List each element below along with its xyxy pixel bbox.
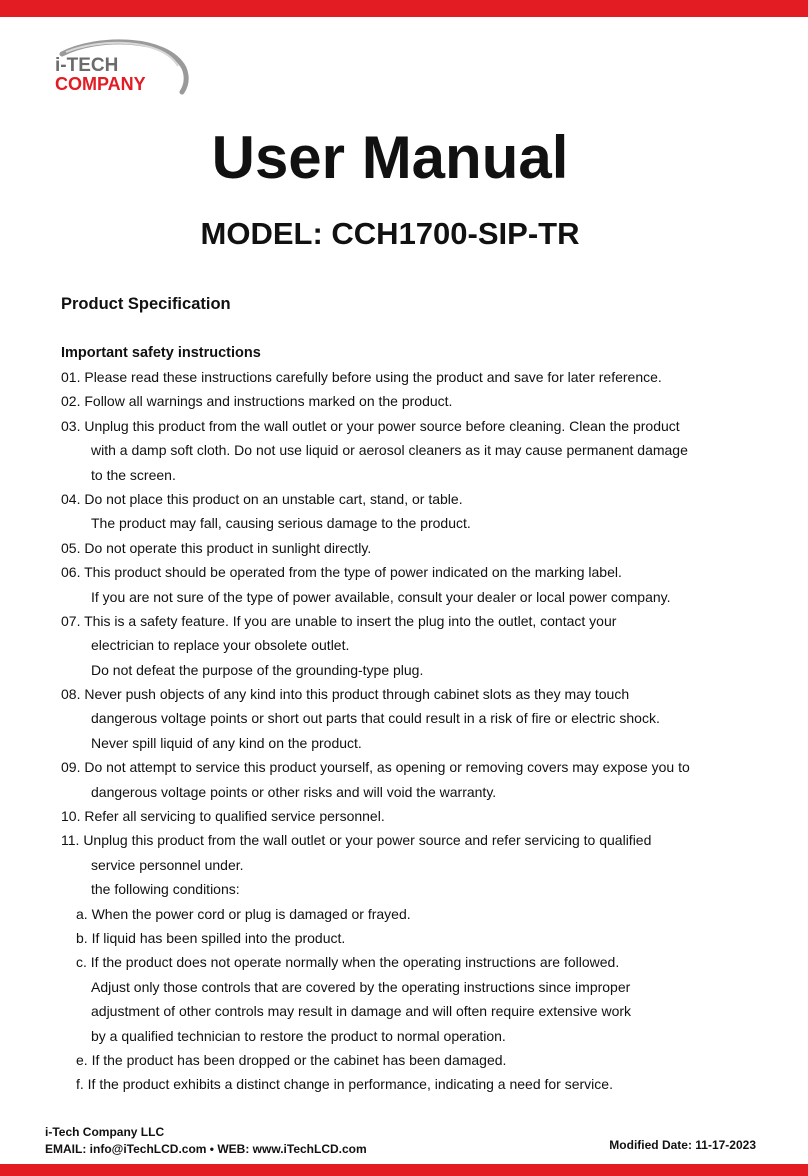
footer-company-info — [45, 1124, 367, 1158]
instruction-continuation: dangerous voltage points or other risks and will void the warranty. — [91, 783, 497, 800]
instruction-item: 07. This is a safety feature. If you are unable to insert the plug into the outlet, contact your — [61, 612, 617, 629]
instruction-continuation: by a qualified technician to restore the product to normal operation. — [91, 1027, 506, 1044]
instruction-item: 03. Unplug this product from the wall outlet or your power source before cleaning. Clean the product — [61, 417, 680, 434]
instruction-subitem: a. When the power cord or plug is damaged or frayed. — [76, 905, 411, 922]
instruction-item: 05. Do not operate this product in sunlight directly. — [61, 539, 372, 556]
instruction-continuation: Do not defeat the purpose of the grounding-type plug. — [91, 661, 424, 678]
instruction-continuation: The product may fall, causing serious damage to the product. — [91, 515, 471, 532]
instruction-item: 11. Unplug this product from the wall outlet or your power source and refer servicing to qualified — [61, 832, 652, 849]
company-logo — [52, 38, 192, 96]
instruction-continuation: with a damp soft cloth. Do not use liquid or aerosol cleaners as it may cause permanent damage — [91, 442, 688, 459]
instruction-continuation: to the screen. — [91, 466, 176, 483]
logo-text-itech: i-TECH — [55, 55, 119, 76]
instruction-continuation: If you are not sure of the type of power available, consult your dealer or local power company. — [91, 588, 671, 605]
instruction-continuation: Never spill liquid of any kind on the product. — [91, 734, 362, 751]
instruction-subitem: b. If liquid has been spilled into the product. — [76, 929, 346, 946]
top-red-bar — [0, 0, 808, 17]
footer-contact: EMAIL: info@iTechLCD.com • WEB: www.iTechLCD.com — [45, 1142, 367, 1156]
instruction-item: 06. This product should be operated from the type of power indicated on the marking label. — [61, 564, 622, 581]
instruction-continuation: service personnel under. — [91, 856, 244, 873]
instruction-continuation: electrician to replace your obsolete outlet. — [91, 637, 350, 654]
instruction-subitem: c. If the product does not operate normally when the operating instructions are followed. — [76, 954, 620, 971]
instruction-item: 01. Please read these instructions carefully before using the product and save for later reference. — [61, 369, 662, 385]
bottom-red-bar — [0, 1164, 808, 1176]
instruction-subitem: e. If the product has been dropped or the cabinet has been damaged. — [76, 1051, 507, 1068]
instruction-item: 02. Follow all warnings and instructions marked on the product. — [61, 393, 453, 410]
instruction-subitem: f. If the product exhibits a distinct change in performance, indicating a need for service. — [76, 1076, 613, 1093]
instruction-continuation: adjustment of other controls may result in damage and will often require extensive work — [91, 1003, 632, 1020]
logo-text-company: COMPANY — [55, 74, 146, 94]
instruction-item: 08. Never push objects of any kind into this product through cabinet slots as they may touch — [61, 686, 630, 703]
model-heading: MODEL: CCH1700-SIP-TR — [200, 216, 580, 251]
document-body — [61, 292, 761, 1097]
instruction-continuation: dangerous voltage points or short out parts that could result in a risk of fire or electric shock. — [91, 710, 660, 727]
instruction-item: 04. Do not place this product on an unstable cart, stand, or table. — [61, 490, 463, 507]
safety-instructions-list — [61, 365, 761, 1097]
section-title: Product Specification — [61, 295, 231, 313]
spacer — [61, 316, 761, 341]
document-title: User Manual — [211, 124, 569, 191]
subsection-title: Important safety instructions — [61, 345, 261, 361]
instruction-item: 09. Do not attempt to service this product yourself, as opening or removing covers may expose you to — [61, 759, 690, 776]
instruction-continuation: Adjust only those controls that are covered by the operating instructions since improper — [91, 978, 631, 995]
footer-modified-date: Modified Date: 11-17-2023 — [609, 1138, 756, 1152]
instruction-item: 10. Refer all servicing to qualified service personnel. — [61, 808, 385, 825]
instruction-continuation: the following conditions: — [91, 881, 240, 898]
footer-company-name: i-Tech Company LLC — [45, 1125, 165, 1139]
